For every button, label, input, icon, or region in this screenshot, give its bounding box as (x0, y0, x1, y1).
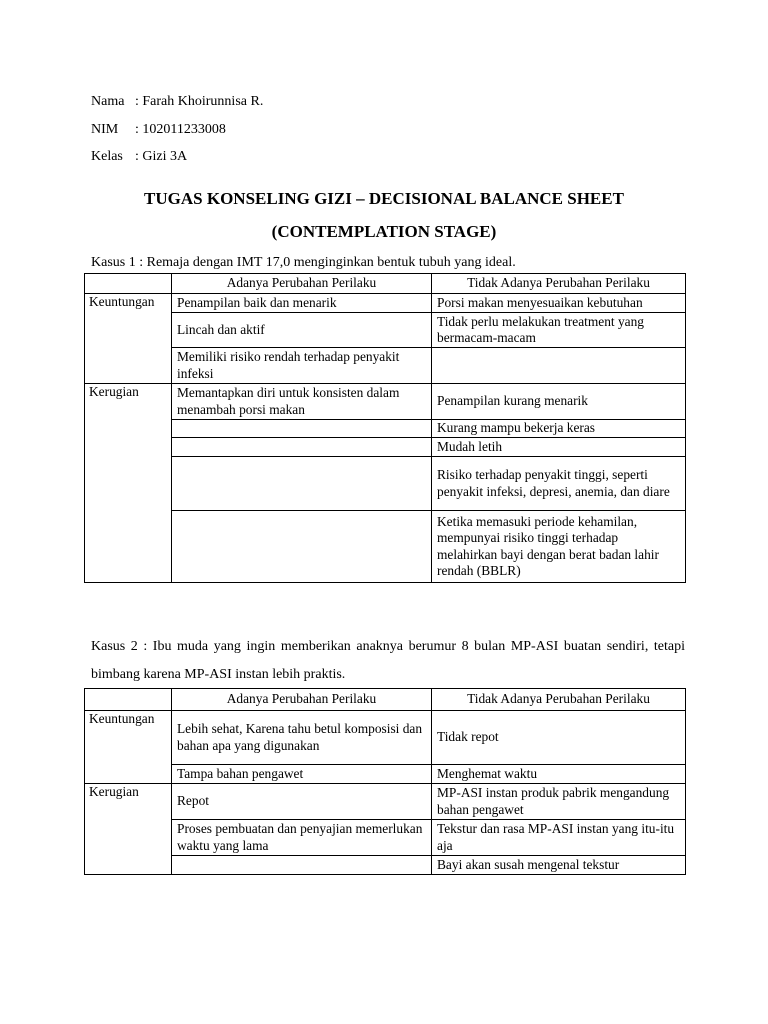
table-cell: Kurang mampu bekerja keras (432, 420, 686, 438)
table-row (85, 765, 686, 784)
student-name-row (91, 93, 263, 110)
name-value: : Farah Khoirunnisa R. (135, 94, 264, 109)
case1-description: Kasus 1 : Remaja dengan IMT 17,0 menginginkan bentuk tubuh yang ideal. (91, 255, 516, 270)
header-cell (85, 689, 172, 711)
case2-balance-table (84, 688, 686, 875)
table-row (85, 348, 686, 384)
table-cell: Lebih sehat, Karena tahu betul komposisi dan bahan apa yang digunakan (172, 711, 432, 765)
nim-label: NIM (91, 122, 119, 137)
table-header-row (85, 274, 686, 294)
table-header-row (85, 689, 686, 711)
table-row (85, 711, 686, 765)
name-label: Nama (91, 94, 125, 109)
row-label-kerugian: Kerugian (85, 384, 172, 583)
table-row (85, 784, 686, 820)
table-row (85, 511, 686, 583)
table-cell (172, 457, 432, 511)
table-cell: Tampa bahan pengawet (172, 765, 432, 784)
class-label: Kelas (91, 149, 123, 164)
class-value: : Gizi 3A (135, 149, 188, 164)
table-row (85, 313, 686, 348)
nim-value: : 102011233008 (135, 122, 226, 137)
table-row (85, 420, 686, 438)
row-label-keuntungan: Keuntungan (85, 711, 172, 784)
student-nim-row (91, 121, 226, 138)
table-cell (432, 348, 686, 384)
table-cell: Bayi akan susah mengenal tekstur (432, 856, 686, 875)
table-cell (172, 420, 432, 438)
header-cell: Adanya Perubahan Perilaku (172, 274, 432, 294)
header-cell: Adanya Perubahan Perilaku (172, 689, 432, 711)
header-cell: Tidak Adanya Perubahan Perilaku (432, 274, 686, 294)
table-cell: Mudah letih (432, 438, 686, 457)
table-row (85, 457, 686, 511)
table-cell: Tekstur dan rasa MP-ASI instan yang itu-itu aja (432, 820, 686, 856)
table-cell: Porsi makan menyesuaikan kebutuhan (432, 294, 686, 313)
table-row (85, 294, 686, 313)
table-row (85, 856, 686, 875)
table-cell: MP-ASI instan produk pabrik mengandung bahan pengawet (432, 784, 686, 820)
table-cell: Menghemat waktu (432, 765, 686, 784)
table-cell: Tidak repot (432, 711, 686, 765)
document-subtitle: (CONTEMPLATION STAGE) (271, 222, 497, 241)
table-row (85, 820, 686, 856)
table-cell (172, 511, 432, 583)
table-cell: Lincah dan aktif (172, 313, 432, 348)
header-cell: Tidak Adanya Perubahan Perilaku (432, 689, 686, 711)
table-cell: Risiko terhadap penyakit tinggi, seperti penyakit infeksi, depresi, anemia, dan diare (432, 457, 686, 511)
header-cell (85, 274, 172, 294)
table-cell: Penampilan kurang menarik (432, 384, 686, 420)
row-label-kerugian: Kerugian (85, 784, 172, 875)
table-cell (172, 856, 432, 875)
table-cell (172, 438, 432, 457)
table-cell: Penampilan baik dan menarik (172, 294, 432, 313)
case2-description: Kasus 2 : Ibu muda yang ingin memberikan anaknya berumur 8 bulan MP-ASI buatan sendiri, tetapi bimbang karena MP-ASI instan lebih praktis. (91, 639, 685, 682)
row-label-keuntungan: Keuntungan (85, 294, 172, 384)
case1-balance-table (84, 273, 686, 583)
table-row (85, 384, 686, 420)
student-class-row (91, 148, 187, 165)
table-cell: Tidak perlu melakukan treatment yang bermacam-macam (432, 313, 686, 348)
table-cell: Repot (172, 784, 432, 820)
table-cell: Proses pembuatan dan penyajian memerlukan waktu yang lama (172, 820, 432, 856)
document-title: TUGAS KONSELING GIZI – DECISIONAL BALANCE SHEET (144, 189, 624, 208)
table-cell: Memantapkan diri untuk konsisten dalam menambah porsi makan (172, 384, 432, 420)
table-row (85, 438, 686, 457)
table-cell: Memiliki risiko rendah terhadap penyakit infeksi (172, 348, 432, 384)
table-cell: Ketika memasuki periode kehamilan, mempunyai risiko tinggi terhadap melahirkan bayi dengan berat badan lahir rendah (BBLR) (432, 511, 686, 583)
